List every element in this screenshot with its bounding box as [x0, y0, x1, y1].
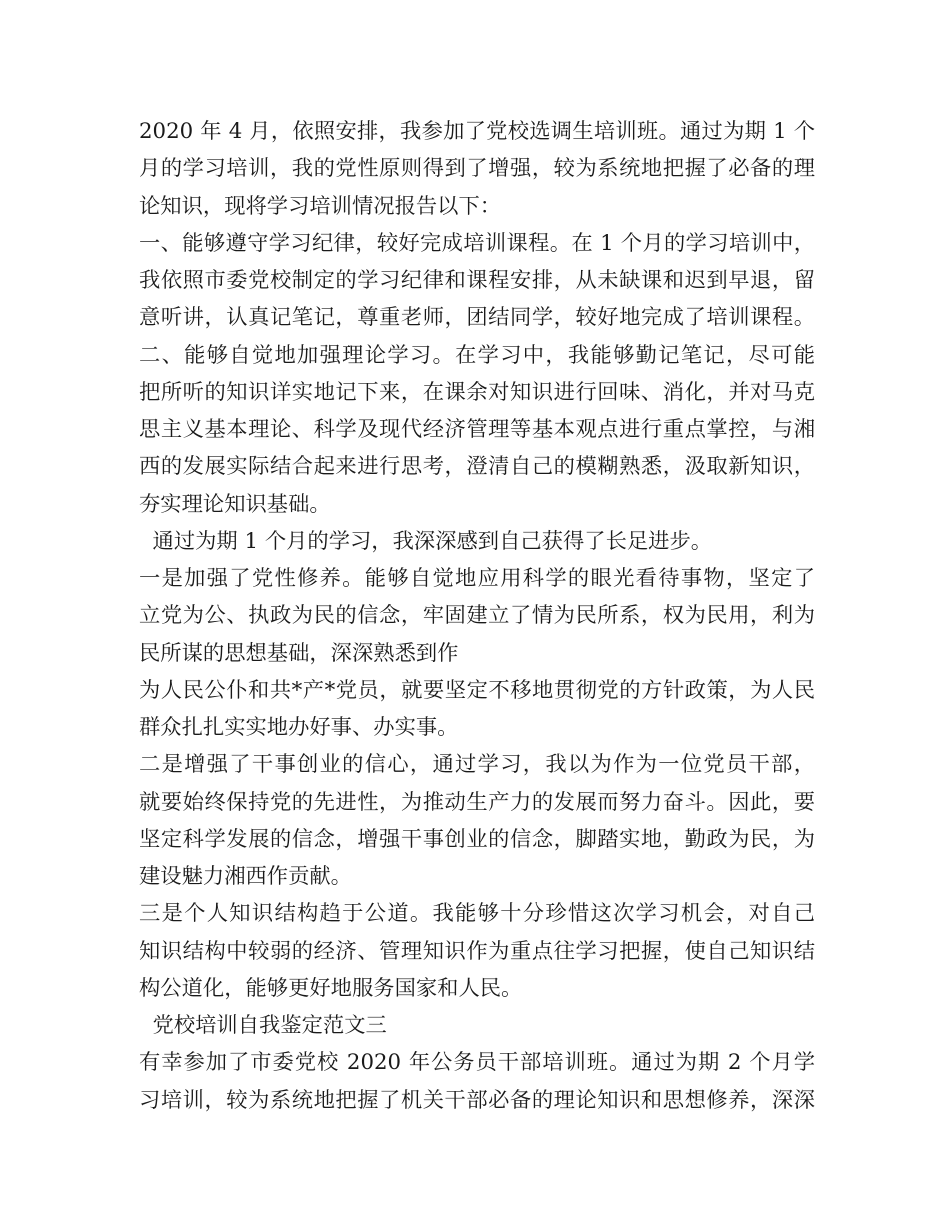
text-line: 思主义基本理论、科学及现代经济管理等基本观点进行重点掌控，与湘 [139, 417, 815, 442]
text-line: 知识结构中较弱的经济、管理知识作为重点往学习把握，使自己知识结 [139, 938, 815, 964]
text-line: 论知识，现将学习培训情况报告以下： [139, 193, 502, 219]
text-line: 一是加强了党性修养。能够自觉地应用科学的眼光看待事物，坚定了 [139, 566, 815, 591]
text-line: 我依照市委党校制定的学习纪律和课程安排，从未缺课和迟到早退，留 [139, 268, 815, 293]
text-line: 2020 年 4 月，依照安排，我参加了党校选调生培训班。通过为期 1 个 [139, 119, 815, 144]
document-body [139, 113, 815, 1119]
text-line: 坚定科学发展的信念，增强干事创业的信念，脚踏实地，勤政为民，为 [139, 826, 815, 852]
text-line: 习培训，较为系统地把握了机关干部必备的理论知识和思想修养，深深 [139, 1087, 815, 1113]
text-line: 一、能够遵守学习纪律，较好完成培训课程。在 1 个月的学习培训中， [139, 230, 815, 256]
text-line: 民所谋的思想基础，深深熟悉到作 [139, 640, 459, 666]
text-line: 为人民公仆和共*产*党员，就要坚定不移地贯彻党的方针政策，为人民 [139, 677, 815, 703]
text-line: 月的学习培训，我的党性原则得到了增强，较为系统地把握了必备的理 [139, 156, 815, 182]
text-line: 构公道化，能够更好地服务国家和人民。 [139, 975, 523, 1001]
text-line: 把所听的知识详实地记下来，在课余对知识进行回味、消化，并对马克 [139, 379, 815, 405]
text-line: 夯实理论知识基础。 [139, 491, 331, 517]
text-line: 二、能够自觉地加强理论学习。在学习中，我能够勤记笔记，尽可能 [139, 342, 815, 368]
text-line: 二是增强了干事创业的信心，通过学习，我以为作为一位党员干部， [139, 752, 815, 778]
text-line: 三是个人知识结构趋于公道。我能够十分珍惜这次学习机会，对自己 [139, 901, 815, 927]
text-line: 立党为公、执政为民的信念，牢固建立了情为民所系，权为民用，利为 [139, 603, 815, 629]
text-line: 有幸参加了市委党校 2020 年公务员干部培训班。通过为期 2 个月学 [139, 1050, 815, 1076]
text-line: 建设魅力湘西作贡献。 [139, 864, 352, 889]
text-line: 西的发展实际结合起来进行思考，澄清自己的模糊熟悉，汲取新知识， [139, 454, 815, 480]
text-line: 就要始终保持党的先进性，为推动生产力的发展而努力奋斗。因此，要 [139, 789, 815, 815]
text-line: 群众扎扎实实地办好事、办实事。 [139, 715, 459, 740]
text-line: 通过为期 1 个月的学习，我深深感到自己获得了长足进步。 [139, 528, 713, 554]
text-line: 意听讲，认真记笔记，尊重老师，团结同学，较好地完成了培训课程。 [139, 305, 815, 331]
text-line: 党校培训自我鉴定范文三 [139, 1013, 387, 1038]
